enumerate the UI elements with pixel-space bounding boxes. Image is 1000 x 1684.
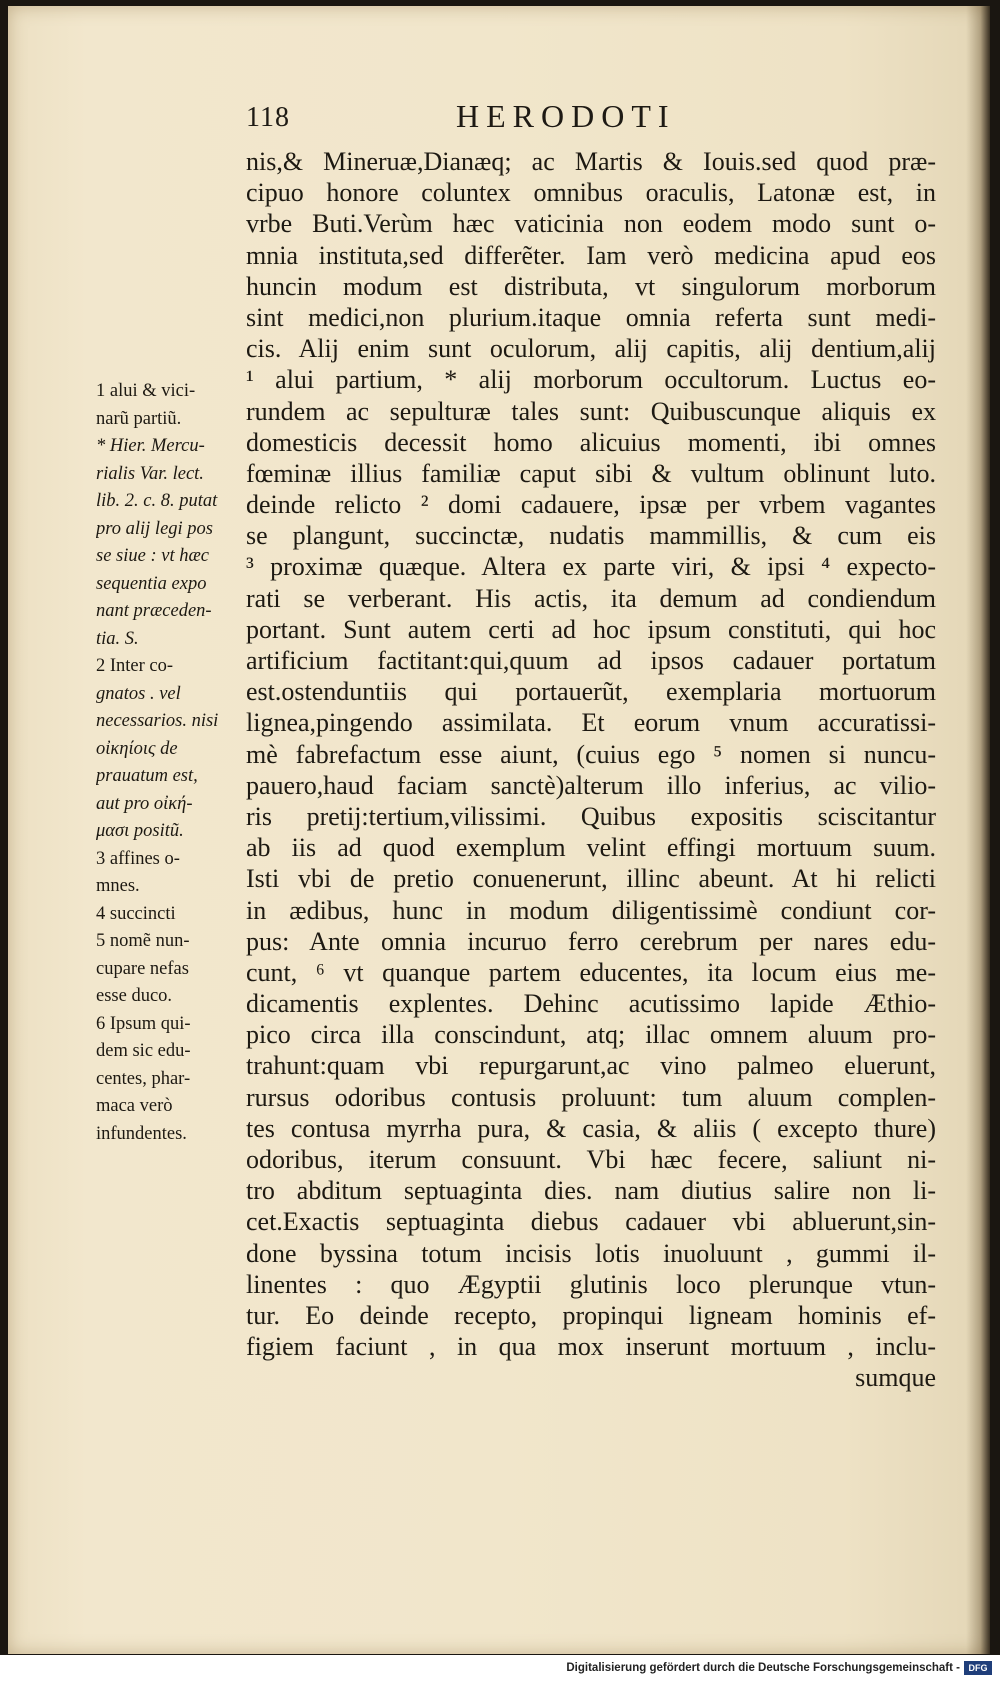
text-line: pus: Ante omnia incuruo ferro cerebrum per nares edu-	[246, 926, 936, 956]
marginal-note-line: narũ partiũ.	[96, 408, 182, 429]
text-line: sint medici,non plurium.itaque omnia referta sunt medi-	[246, 302, 936, 332]
text-line: sumque	[855, 1363, 936, 1393]
marginal-note-line: gnatos . vel	[96, 683, 181, 704]
marginal-note-line: * Hier. Mercu-	[96, 436, 205, 456]
running-title: HERODOTI	[456, 98, 676, 134]
marginal-note-line: 2 Inter co-	[96, 656, 174, 676]
marginal-note-line: prauatum est,	[96, 766, 198, 786]
digitization-footer	[0, 1655, 1000, 1684]
text-line: fœminæ illius familiæ caput sibi & vultum oblinunt luto.	[246, 458, 936, 488]
text-line: ab iis ad quod exemplum velint effingi mortuum suum.	[246, 833, 936, 863]
text-line: mè fabrefactum esse aiunt, (cuius ego ⁵ nomen si nuncu-	[246, 739, 936, 769]
text-line: rursus odoribus contusis proluunt: tum aluum complen-	[246, 1082, 936, 1112]
marginal-note-line: 1 alui & vici-	[96, 381, 196, 401]
text-line: ris pretij:tertium,vilissimi. Quibus expositis sciscitantur	[246, 801, 936, 831]
text-line: cet.Exactis septuaginta diebus cadauer vbi abluerunt,sin-	[246, 1207, 936, 1237]
marginal-note-line: sequentia expo	[96, 573, 207, 594]
text-line: lignea,pingendo assimilata. Et eorum vnum accuratissi-	[246, 708, 936, 738]
text-line: pico circa illa conscindunt, atq; illac omnem aluum pro-	[246, 1020, 936, 1050]
text-line: est.ostenduntiis qui portauerũt, exemplaria mortuorum	[246, 677, 936, 707]
text-line: cipuo honore coluntex omnibus oraculis, Latonæ est, in	[246, 178, 936, 208]
text-line: trahunt:quam vbi repurgarunt,ac vino palmeo eluerunt,	[246, 1051, 936, 1081]
marginal-note-line: nant præceden-	[96, 601, 212, 621]
text-line: huncin modum est distributa, vt singulorum morborum	[246, 271, 936, 301]
page-number: 118	[246, 102, 290, 133]
marginal-note-line: necessarios. nisi	[96, 711, 219, 731]
dfg-logo: DFG	[964, 1661, 992, 1675]
text-line: tes contusa myrrha pura, & casia, & aliis ( excepto thure)	[246, 1113, 936, 1143]
book-page	[8, 6, 990, 1654]
text-line: done byssina totum incisis lotis inuoluunt , gummi il-	[246, 1238, 936, 1268]
text-line: artificium factitant:qui,quum ad ipsos cadauer portatum	[246, 646, 936, 675]
text-line: tro abditum septuaginta dies. nam diutius salire non li-	[246, 1176, 936, 1206]
marginal-note-line: aut pro οἰκή-	[96, 793, 193, 814]
marginal-note-line: rialis Var. lect.	[96, 463, 204, 484]
marginal-notes	[96, 378, 248, 1148]
marginal-note-line: se siue : vt hæc	[96, 546, 210, 566]
text-line: cis. Alij enim sunt oculorum, alij capitis, alij dentium,alij	[246, 334, 936, 364]
text-line: ³ proximæ quæque. Altera ex parte viri, & ipsi ⁴ expecto-	[246, 552, 936, 582]
text-line: cunt, ⁶ vt quanque partem educentes, ita locum eius me-	[246, 957, 936, 987]
text-line: ¹ alui partium, * alij morborum occultorum. Luctus eo-	[246, 365, 936, 395]
text-line: portant. Sunt autem certi ad hoc ipsum constituti, qui hoc	[246, 614, 936, 644]
text-line: deinde relicto ² domi cadauere, ipsæ per vrbem vagantes	[246, 490, 936, 520]
text-line: mnia instituta,sed differẽter. Iam verò medicina apud eos	[246, 240, 936, 270]
marginal-note-line: esse duco.	[96, 986, 173, 1006]
text-line: nis,& Mineruæ,Dianæq; ac Martis & Iouis.sed quod præ-	[246, 147, 936, 176]
text-line: Isti vbi de pretio conuenerunt, illinc abeunt. At hi relicti	[246, 864, 936, 894]
text-line: dicamentis explentes. Dehinc acutissimo lapide Æthio-	[246, 989, 936, 1019]
marginal-note-line: 6 Ipsum qui-	[96, 1013, 191, 1034]
text-line: pauero,haud faciam sanctè)alterum illo inferius, ac vilio-	[246, 770, 936, 800]
marginal-note-line: lib. 2. c. 8. putat	[96, 491, 218, 511]
page-header	[246, 98, 746, 138]
marginal-note-line: 3 affines o-	[96, 848, 180, 869]
marginal-note-line: pro alij legi pos	[96, 518, 213, 539]
text-line: tur. Eo deinde recepto, propinqui ligneam hominis ef-	[246, 1300, 936, 1330]
marginal-note-line: μασι positũ.	[96, 821, 184, 841]
gutter-shadow	[966, 6, 990, 1654]
text-line: odoribus, iterum consuunt. Vbi hæc fecere, saliunt ni-	[246, 1145, 936, 1174]
funding-credit: Digitalisierung gefördert durch die Deutsche Forschungsgemeinschaft -	[566, 1662, 960, 1674]
text-line: linentes : quo Ægyptii glutinis loco plerunque vtun-	[246, 1269, 936, 1299]
text-line: figiem faciunt , in qua mox inserunt mortuum , inclu-	[246, 1332, 936, 1362]
text-line: vrbe Buti.Verùm hæc vaticinia non eodem modo sunt o-	[246, 209, 936, 239]
marginal-note-line: 5 nomẽ nun-	[96, 931, 190, 951]
marginal-note-line: tia. S.	[96, 628, 139, 649]
text-line: rundem ac sepulturæ tales sunt: Quibuscunque aliquis ex	[246, 396, 936, 426]
marginal-note-line: maca verò	[96, 1096, 173, 1116]
marginal-note-line: οἰκηίοις de	[96, 738, 178, 759]
text-line: in ædibus, hunc in modum diligentissimè condiunt cor-	[246, 895, 936, 925]
text-line: rati se verberant. His actis, ita demum ad condiendum	[246, 583, 936, 613]
marginal-note-line: dem sic edu-	[96, 1041, 191, 1061]
text-line: se plangunt, succinctæ, nudatis mammillis, & cum eis	[246, 521, 936, 551]
marginal-note-line: mnes.	[96, 876, 140, 896]
marginal-note-line: cupare nefas	[96, 958, 189, 979]
text-line: domesticis decessit homo alicuius momenti, ibi omnes	[246, 427, 936, 457]
marginal-note-line: centes, phar-	[96, 1068, 191, 1089]
marginal-note-line: 4 succincti	[96, 903, 176, 924]
marginal-note-line: infundentes.	[96, 1123, 187, 1144]
main-text-block	[246, 146, 936, 1394]
